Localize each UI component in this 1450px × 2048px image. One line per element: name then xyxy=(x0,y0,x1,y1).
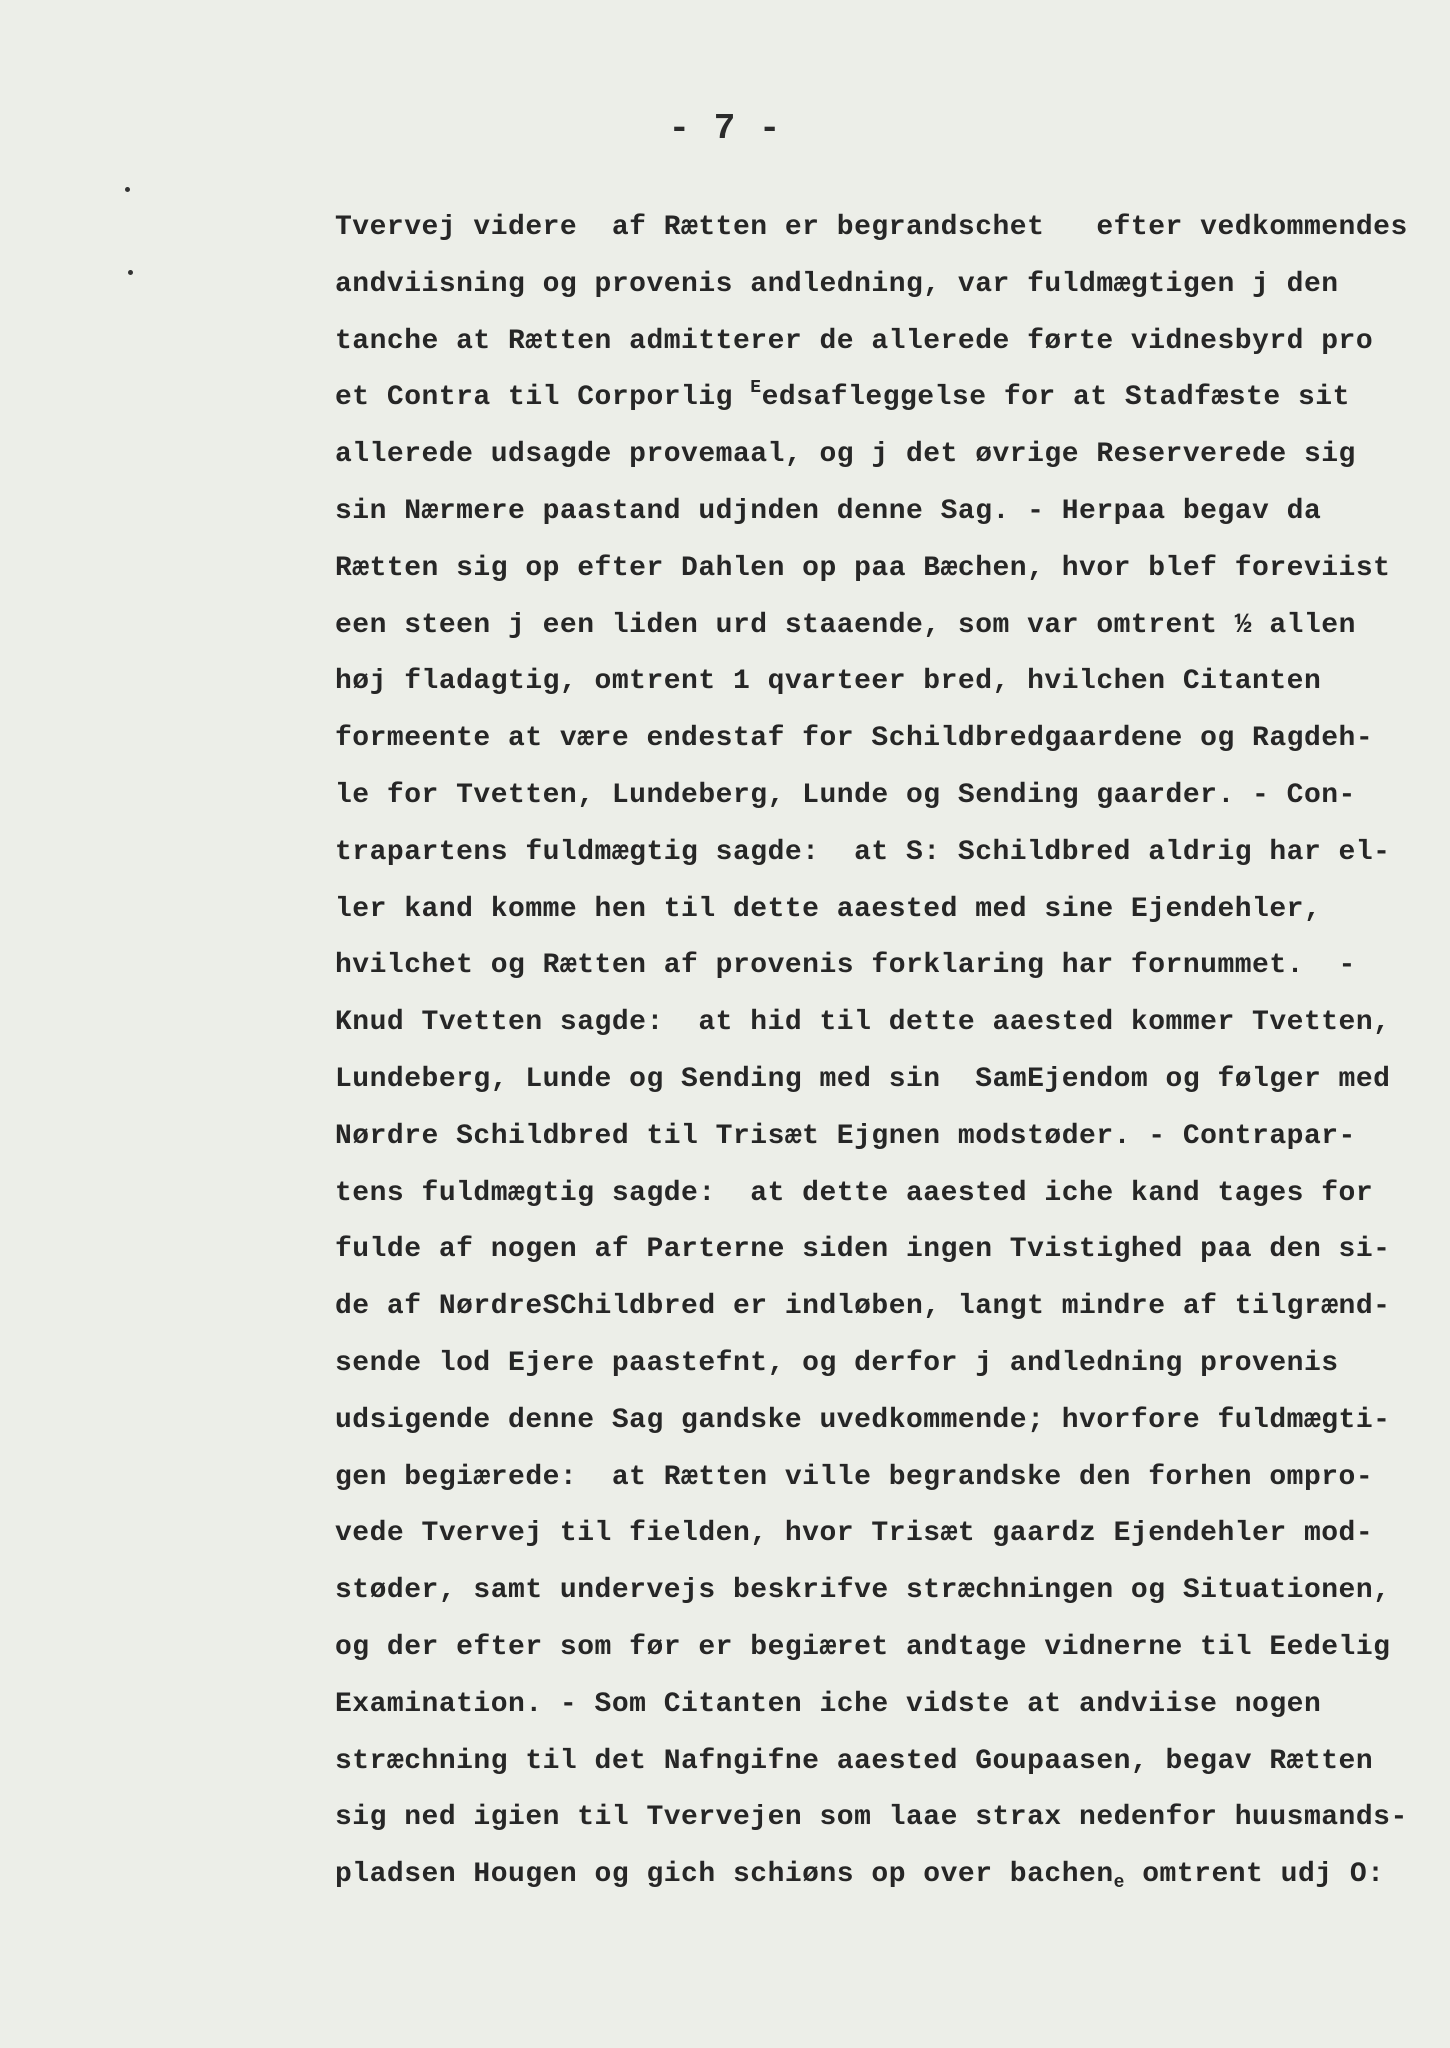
subscript-letter: e xyxy=(1113,1873,1125,1894)
text-line: og der efter som før er begiæret andtage vidnerne til Eedelig xyxy=(335,1631,1391,1663)
text-line: de af NørdreSChildbred er indløben, langt mindre af tilgrænd- xyxy=(335,1291,1391,1323)
text-line: tens fuldmægtig sagde: at dette aaested iche kand tages for xyxy=(335,1177,1374,1209)
text-segment: een steen j een liden urd staaende, som var omtrent xyxy=(335,609,1235,641)
text-line: trapartens fuldmægtig sagde: at S: Schildbred aldrig har el- xyxy=(335,836,1391,868)
text-line xyxy=(335,598,1415,655)
text-line: Examination. - Som Citanten iche vidste at andviise nogen xyxy=(335,1688,1322,1720)
text-line: sende lod Ejere paastefnt, og derfor j andledning provenis xyxy=(335,1347,1339,1379)
text-line: høj fladagtig, omtrent 1 qvarteer bred, hvilchen Citanten xyxy=(335,666,1322,698)
text-line: tanche at Rætten admitterer de allerede førte vidnesbyrd pro xyxy=(335,325,1374,357)
text-line: ler kand komme hen til dette aaested med sine Ejendehler, xyxy=(335,893,1322,925)
text-line: sig ned igien til Tvervejen som laae strax nedenfor huusmands- xyxy=(335,1802,1408,1834)
text-line: Tvervej videre af Rætten er begrandschet efter vedkommendes xyxy=(335,212,1408,243)
fraction: ½ xyxy=(1234,609,1253,641)
margin-mark xyxy=(125,187,130,192)
text-line: le for Tvetten, Lundeberg, Lunde og Sending gaarder. - Con- xyxy=(335,779,1356,811)
text-line: Nørdre Schildbred til Trisæt Ejgnen modstøder. - Contrapar- xyxy=(335,1120,1356,1152)
text-line: Lundeberg, Lunde og Sending med sin SamEjendom og følger med xyxy=(335,1063,1391,1095)
text-line: formeente at være endestaf for Schildbredgaardene og Ragdeh- xyxy=(335,723,1374,755)
body-text xyxy=(335,200,1415,1904)
text-line: vede Tvervej til fielden, hvor Trisæt gaardz Ejendehler mod- xyxy=(335,1518,1374,1550)
text-line xyxy=(335,1847,1415,1904)
text-segment: et Contra til Corporlig xyxy=(335,382,751,414)
text-line xyxy=(335,370,1415,427)
text-segment: pladsen Hougen og gich schiøns op over bachen xyxy=(335,1859,1114,1891)
text-line: støder, samt undervejs beskrifve stræchningen og Situationen, xyxy=(335,1575,1391,1607)
text-segment: edsafleggelse for at Stadfæste sit xyxy=(761,382,1350,414)
superscript-letter: E xyxy=(750,378,762,399)
text-line: udsigende denne Sag gandske uvedkommende; hvorfore fuldmægti- xyxy=(335,1404,1391,1436)
text-line: andviisning og provenis andledning, var fuldmægtigen j den xyxy=(335,268,1339,300)
text-line: allerede udsagde provemaal, og j det øvrige Reserverede sig xyxy=(335,439,1356,471)
text-line: sin Nærmere paastand udjnden denne Sag. - Herpaa begav da xyxy=(335,495,1322,527)
text-line: hvilchet og Rætten af provenis forklaring har fornummet. - xyxy=(335,950,1356,982)
text-line: stræchning til det Nafngifne aaested Goupaasen, begav Rætten xyxy=(335,1745,1374,1777)
text-line: Rætten sig op efter Dahlen op paa Bæchen, hvor blef foreviist xyxy=(335,552,1391,584)
page-number: - 7 - xyxy=(668,108,782,149)
text-line: Knud Tvetten sagde: at hid til dette aaested kommer Tvetten, xyxy=(335,1007,1391,1039)
margin-mark xyxy=(128,270,133,275)
text-segment: allen xyxy=(1252,609,1356,641)
text-line: gen begiærede: at Rætten ville begrandske den forhen ompro- xyxy=(335,1461,1374,1493)
text-segment: omtrent udj O: xyxy=(1124,1859,1385,1891)
text-line: fulde af nogen af Parterne siden ingen Tvistighed paa den si- xyxy=(335,1234,1391,1266)
